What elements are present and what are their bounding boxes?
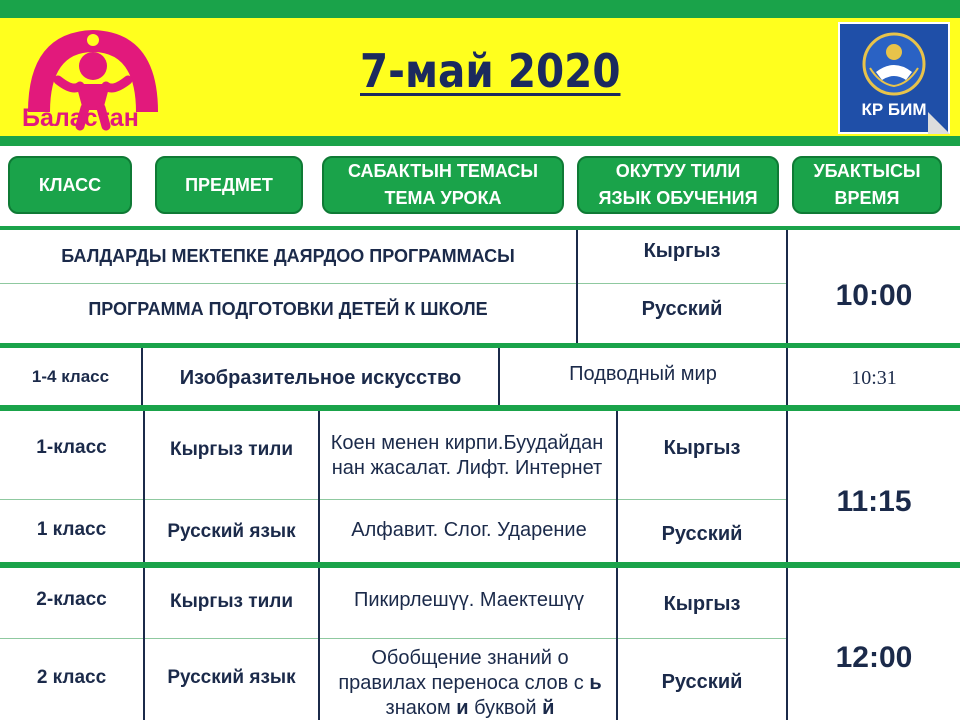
page-title: 7-май 2020 — [360, 44, 621, 98]
preschool-program-russian: ПРОГРАММА ПОДГОТОВКИ ДЕТЕЙ К ШКОЛЕ — [88, 298, 488, 319]
preschool-time: 10:00 — [835, 279, 913, 312]
column-header-language-line2: ЯЗЫК ОБУЧЕНИЯ — [598, 188, 758, 208]
grade2-russian-topic — [330, 642, 610, 720]
preschool-language-russian: Русский — [641, 297, 723, 320]
column-divider — [318, 568, 320, 720]
column-header-topic[interactable] — [322, 156, 564, 214]
state-emblem-icon — [840, 28, 948, 100]
topic-text: знаком — [385, 697, 457, 719]
grade1-kyrgyz-topic: Коен менен кирпи.Буудайдан нан жасалат. Лифт. Интернет — [330, 432, 604, 479]
grade2-russian-subject: Русский язык — [167, 667, 296, 688]
art-topic: Подводный мир — [569, 363, 717, 385]
grade1-russian-language: Русский — [661, 522, 743, 545]
grade1-time: 11:15 — [836, 485, 912, 518]
preschool-language-kyrgyz: Кыргыз — [643, 239, 721, 262]
column-header-time[interactable] — [792, 156, 942, 214]
header-divider — [0, 136, 960, 146]
column-header-language-line1: ОКУТУУ ТИЛИ — [615, 161, 741, 181]
grade2-russian-class: 2 класс — [36, 667, 107, 688]
grade1-russian-class: 1 класс — [36, 519, 107, 540]
column-divider — [318, 411, 320, 562]
topic-bold-letter: ь — [589, 672, 602, 694]
column-header-class[interactable] — [8, 156, 132, 214]
emblem-label: КР БИМ — [861, 100, 927, 119]
art-time: 10:31 — [851, 367, 897, 389]
preschool-program-kyrgyz: БАЛДАРДЫ МЕКТЕПКЕ ДАЯРДОО ПРОГРАММАСЫ — [61, 246, 515, 266]
separator-line — [0, 343, 960, 348]
topic-text: буквой — [468, 697, 543, 719]
column-header-time-line1: УБАКТЫСЫ — [813, 161, 921, 181]
grade1-kyrgyz-class: 1-класс — [36, 437, 107, 458]
column-header-time-line2: ВРЕМЯ — [834, 188, 900, 208]
column-header-subject[interactable] — [155, 156, 303, 214]
art-class: 1-4 класс — [31, 366, 110, 386]
grade1-kyrgyz-language: Кыргыз — [663, 436, 741, 459]
grade2-kyrgyz-language: Кыргыз — [663, 592, 741, 615]
topic-bold-letter: й — [542, 697, 555, 719]
grade1-kyrgyz-subject: Кыргыз тили — [169, 439, 294, 460]
column-header-class-label: КЛАСС — [38, 174, 102, 195]
row-divider — [0, 638, 786, 639]
grade2-kyrgyz-class: 2-класс — [36, 589, 107, 610]
emblem-page-fold — [928, 112, 950, 134]
grade2-russian-language: Русский — [661, 670, 743, 693]
grade1-russian-subject: Русский язык — [167, 521, 296, 542]
row-divider — [0, 499, 786, 500]
kr-bim-emblem — [838, 22, 950, 134]
grade1-russian-topic: Алфавит. Слог. Ударение — [351, 518, 587, 541]
grade2-kyrgyz-topic: Пикирлешүү. Маектешүү — [353, 588, 585, 611]
grade2-time: 12:00 — [835, 641, 913, 674]
column-header-topic-line2: ТЕМА УРОКА — [384, 188, 502, 208]
column-header-subject-label: ПРЕДМЕТ — [185, 174, 273, 195]
topic-text: Обобщение знаний о правилах переноса слов с — [338, 647, 590, 694]
grade2-kyrgyz-subject: Кыргыз тили — [169, 591, 294, 612]
top-green-bar — [0, 0, 960, 18]
column-header-language[interactable] — [577, 156, 779, 214]
logo-text: Баластан — [22, 104, 139, 132]
art-subject: Изобразительное искусство — [179, 367, 462, 389]
topic-bold-letter: и — [456, 697, 469, 719]
column-header-topic-line1: САБАКТЫН ТЕМАСЫ — [347, 161, 539, 181]
